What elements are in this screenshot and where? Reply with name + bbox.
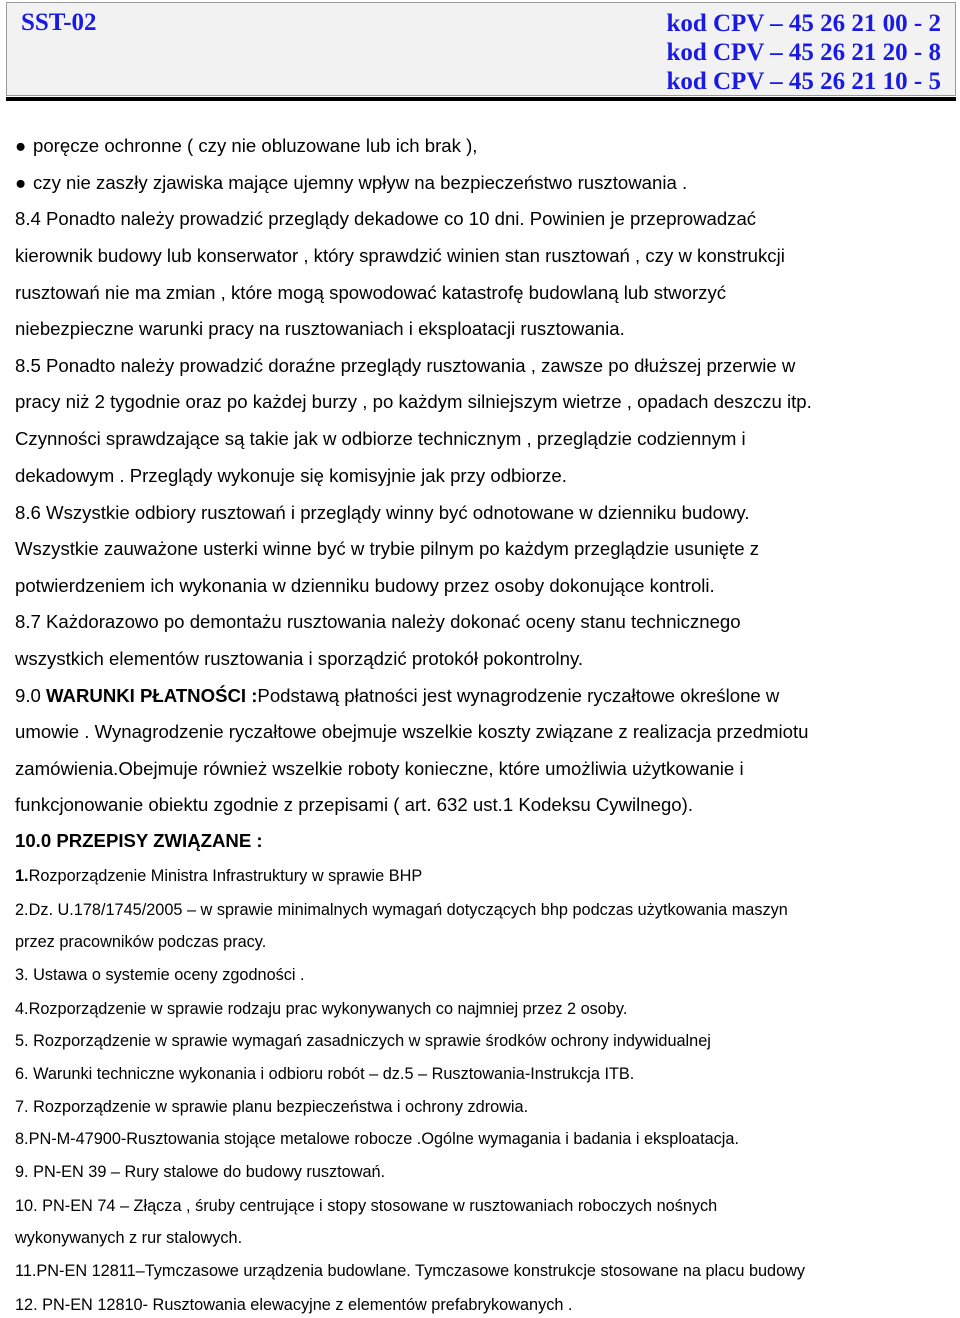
reference-item: wykonywanych z rur stalowych. (15, 1229, 243, 1247)
header-divider (6, 97, 956, 101)
paragraph-line: niebezpieczne warunki pracy na rusztowaniach i eksploatacji rusztowania. (15, 318, 625, 339)
paragraph-line: rusztowań nie ma zmian , które mogą spowodować katastrofę budowlaną lub stworzyć (15, 282, 727, 303)
reference-item: 12. PN-EN 12810- Rusztowania elewacyjne z elementów prefabrykowanych . (15, 1296, 573, 1314)
reference-item: 3. Ustawa o systemie oceny zgodności . (15, 966, 305, 984)
cpv-code: kod CPV – 45 26 21 10 - 5 (666, 68, 941, 95)
paragraph-line: umowie . Wynagrodzenie ryczałtowe obejmuje wszelkie koszty związane z realizacja przedmiotu (15, 721, 809, 742)
paragraph-line: 8.7 Każdorazowo po demontażu rusztowania należy dokonać oceny stanu technicznego (15, 611, 741, 632)
document-id: SST-02 (21, 9, 97, 36)
bullet-item: ● poręcze ochronne ( czy nie obluzowane lub ich brak ), (15, 135, 478, 156)
reference-item: 11.PN-EN 12811–Tymczasowe urządzenia budowlane. Tymczasowe konstrukcje stosowane na placu budowy (15, 1262, 806, 1280)
reference-item: 5. Rozporządzenie w sprawie wymagań zasadniczych w sprawie środków ochrony indywidualnej (15, 1032, 711, 1050)
reference-item: 7. Rozporządzenie w sprawie planu bezpieczeństwa i ochrony zdrowia. (15, 1098, 529, 1116)
paragraph-line: dekadowym . Przeglądy wykonuje się komisyjnie jak przy odbiorze. (15, 465, 567, 486)
paragraph-line: 8.6 Wszystkie odbiory rusztowań i przeglądy winny być odnotowane w dzienniku budowy. (15, 502, 750, 523)
reference-item: 6. Warunki techniczne wykonania i odbioru robót – dz.5 – Rusztowania-Instrukcja ITB. (15, 1065, 635, 1083)
reference-item: przez pracowników podczas pracy. (15, 933, 267, 951)
reference-item: 4.Rozporządzenie w sprawie rodzaju prac wykonywanych co najmniej przez 2 osoby. (15, 1000, 628, 1018)
document-header (6, 2, 956, 96)
paragraph-line: zamówienia.Obejmuje również wszelkie roboty konieczne, które umożliwia użytkowanie i (15, 758, 744, 779)
bullet-icon: ● (15, 172, 27, 193)
paragraph-line: 8.5 Ponadto należy prowadzić doraźne przeglądy rusztowania , zawsze po dłuższej przerwie w (15, 355, 796, 376)
reference-item: 1.Rozporządzenie Ministra Infrastruktury w sprawie BHP (15, 867, 423, 885)
section-number: 9.0 (15, 685, 47, 706)
reference-item: 9. PN-EN 39 – Rury stalowe do budowy rusztowań. (15, 1163, 386, 1181)
cpv-code: kod CPV – 45 26 21 00 - 2 (666, 10, 941, 37)
paragraph-line: kierownik budowy lub konserwator , który sprawdzić winien stan rusztowań , czy w konstrukcji (15, 245, 785, 266)
section-heading: 10.0 PRZEPISY ZWIĄZANE : (15, 830, 263, 851)
paragraph-line: Czynności sprawdzające są takie jak w odbiorze technicznym , przeglądzie codziennym i (15, 428, 746, 449)
cpv-code: kod CPV – 45 26 21 20 - 8 (666, 39, 941, 66)
section-9-line: 9.0 WARUNKI PŁATNOŚCI :Podstawą płatności jest wynagrodzenie ryczałtowe określone w (15, 685, 780, 706)
bullet-icon: ● (15, 135, 27, 156)
paragraph-line: pracy niż 2 tygodnie oraz po każdej burzy , po każdym silniejszym wietrze , opadach deszczu itp. (15, 391, 812, 412)
reference-item: 2.Dz. U.178/1745/2005 – w sprawie minimalnych wymagań dotyczących bhp podczas użytkowania maszyn (15, 901, 788, 919)
cpv-codes (666, 9, 941, 96)
section-heading: WARUNKI PŁATNOŚCI : (46, 685, 258, 706)
paragraph-line: potwierdzeniem ich wykonania w dzienniku budowy przez osoby dokonujące kontroli. (15, 575, 715, 596)
bullet-item: ● czy nie zaszły zjawiska mające ujemny wpływ na bezpieczeństwo rusztowania . (15, 172, 688, 193)
reference-item: 10. PN-EN 74 – Złącza , śruby centrujące i stopy stosowane w rusztowaniach roboczych nośnych (15, 1197, 718, 1215)
paragraph-line: wszystkich elementów rusztowania i sporządzić protokół pokontrolny. (15, 648, 584, 669)
paragraph-line: 8.4 Ponadto należy prowadzić przeglądy dekadowe co 10 dni. Powinien je przeprowadzać (15, 208, 757, 229)
paragraph-line: funkcjonowanie obiektu zgodnie z przepisami ( art. 632 ust.1 Kodeksu Cywilnego). (15, 794, 694, 815)
paragraph-line: Wszystkie zauważone usterki winne być w trybie pilnym po każdym przeglądzie usunięte z (15, 538, 760, 559)
reference-item: 8.PN-M-47900-Rusztowania stojące metalowe robocze .Ogólne wymagania i badania i eksploatacja. (15, 1130, 739, 1148)
